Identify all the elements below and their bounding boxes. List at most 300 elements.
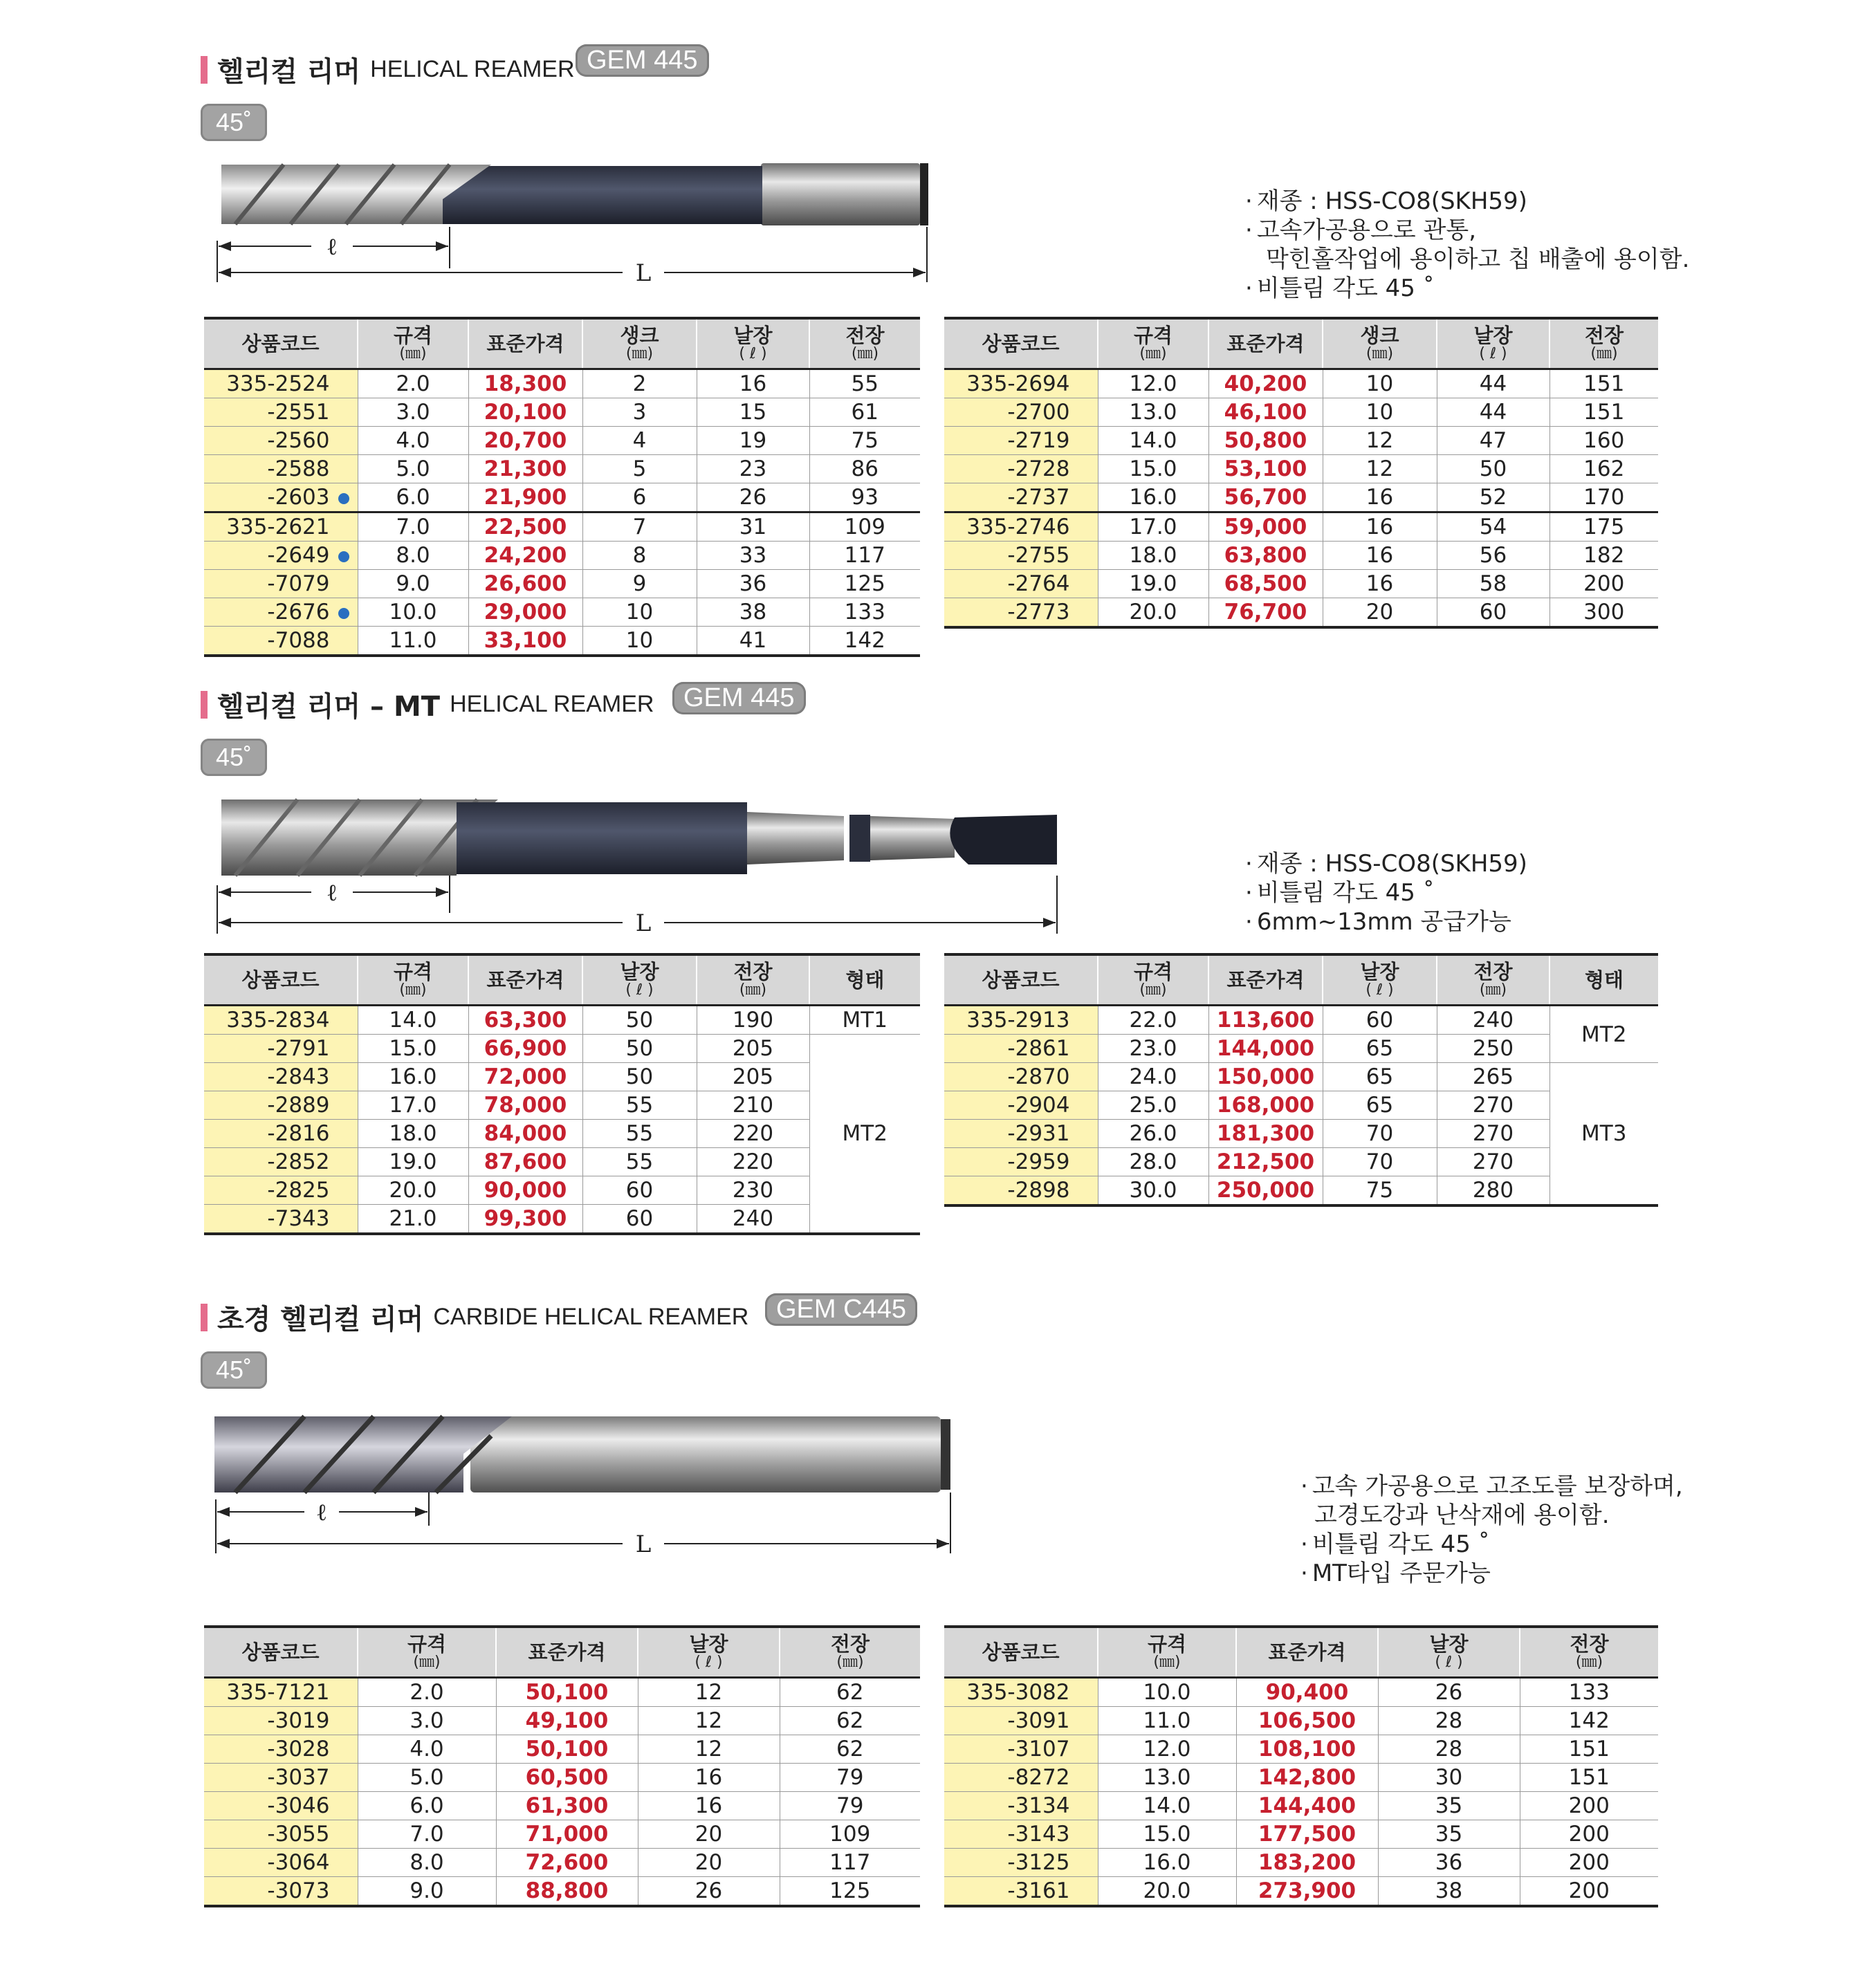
price: 40,200	[1224, 371, 1307, 396]
cell-value: 93	[851, 485, 879, 510]
cell-value: 26	[739, 485, 767, 510]
product-code: 335-2694	[966, 371, 1070, 396]
price: 49,100	[525, 1708, 609, 1733]
value-cell	[809, 483, 920, 512]
cell-value: 5	[632, 456, 647, 481]
cell-value: 13.0	[1143, 1765, 1191, 1790]
value-cell	[582, 398, 697, 427]
value-cell	[809, 542, 920, 570]
value-cell	[1437, 398, 1549, 427]
cell-value: 13.0	[1129, 400, 1177, 425]
note: · 재종 : HSS-CO8(SKH59)	[1245, 850, 1527, 878]
value-cell	[638, 1707, 780, 1735]
price-cell	[496, 1735, 638, 1764]
value-cell	[1098, 1792, 1236, 1820]
price-cell	[468, 483, 582, 512]
cell-value: 182	[1583, 543, 1625, 568]
col-header-code: 상품코드	[204, 954, 358, 1006]
price-cell	[1208, 1091, 1323, 1120]
value-cell	[1098, 427, 1208, 455]
table-row	[944, 1764, 1658, 1792]
price: 72,600	[525, 1850, 609, 1875]
price: 20,100	[484, 400, 567, 425]
cell-value: 2.0	[396, 371, 430, 396]
product-code-cell	[204, 1877, 358, 1907]
product-code-cell	[944, 427, 1098, 455]
product-code-cell	[204, 427, 358, 455]
note: · 고속 가공용으로 고조도를 보장하며,	[1300, 1472, 1683, 1500]
value-cell	[358, 1035, 468, 1063]
table-row	[204, 1006, 920, 1035]
value-cell	[358, 369, 468, 398]
section2-code-badge: GEM 445	[672, 682, 806, 714]
table-row	[944, 598, 1658, 628]
cell-value: 2.0	[410, 1680, 444, 1705]
product-code: -2551	[267, 400, 330, 425]
price-cell	[468, 598, 582, 627]
product-code: -2898	[1007, 1178, 1070, 1203]
cell-value: 16	[1365, 485, 1394, 510]
product-code-cell	[944, 1764, 1098, 1792]
value-cell	[358, 1792, 496, 1820]
product-code-cell	[204, 512, 358, 542]
cell-value: 14.0	[1129, 428, 1177, 453]
cell-value: 12	[1365, 456, 1394, 481]
col-header-price: 표준가격	[1236, 1627, 1378, 1678]
value-cell	[1520, 1707, 1658, 1735]
price: 88,800	[525, 1878, 609, 1903]
cell-value: 35	[1435, 1793, 1463, 1818]
value-cell	[1098, 512, 1208, 542]
price-cell	[1208, 1063, 1323, 1091]
price-cell	[1236, 1792, 1378, 1820]
value-cell	[1098, 1678, 1236, 1707]
type-cell: MT3	[1549, 1063, 1658, 1206]
value-cell	[358, 1148, 468, 1176]
value-cell	[1378, 1678, 1520, 1707]
cell-value: 5.0	[410, 1765, 444, 1790]
price: 181,300	[1216, 1121, 1315, 1146]
table-row	[204, 483, 920, 512]
product-code-cell	[204, 570, 358, 598]
cell-value: 26.0	[1129, 1121, 1177, 1146]
value-cell	[1098, 455, 1208, 483]
cell-value: 61	[851, 400, 879, 425]
section3-angle-badge: 45˚	[201, 1351, 267, 1389]
cell-value: 270	[1472, 1149, 1514, 1174]
cell-value: 3.0	[410, 1708, 444, 1733]
cell-value: 109	[829, 1822, 871, 1847]
cell-value: 12	[695, 1680, 723, 1705]
col-header-spec: 규격 (㎜)	[358, 318, 468, 369]
price-cell	[1208, 369, 1323, 398]
table-row	[204, 1792, 920, 1820]
cell-value: 240	[732, 1206, 774, 1231]
price-cell	[1208, 398, 1323, 427]
section1-angle-badge: 45˚	[201, 104, 267, 141]
table-row	[204, 398, 920, 427]
price-cell	[1208, 598, 1323, 628]
product-code: -2931	[1007, 1121, 1070, 1146]
cell-value: 142	[844, 628, 885, 653]
product-code-cell	[944, 483, 1098, 512]
table-row	[204, 455, 920, 483]
cell-value: 50	[625, 1008, 654, 1033]
table-row	[944, 542, 1658, 570]
product-code-cell	[204, 542, 358, 570]
cell-value: 133	[1568, 1680, 1610, 1705]
cell-value: 41	[739, 628, 767, 653]
value-cell	[1437, 542, 1549, 570]
cell-value: 12.0	[1129, 371, 1177, 396]
product-code: -3134	[1007, 1793, 1070, 1818]
cell-value: 220	[732, 1121, 774, 1146]
value-cell	[1098, 1764, 1236, 1792]
table-row	[204, 1678, 920, 1707]
table-row	[204, 1764, 920, 1792]
value-cell	[1323, 483, 1437, 512]
price-cell	[496, 1820, 638, 1849]
col-header-price: 표준가격	[1208, 318, 1323, 369]
section3-table-right	[944, 1625, 1658, 1907]
cell-value: 14.0	[389, 1008, 437, 1033]
value-cell	[358, 1820, 496, 1849]
value-cell	[697, 1063, 809, 1091]
note: · 6mm~13mm 공급가능	[1245, 908, 1511, 936]
cell-value: 15.0	[1143, 1822, 1191, 1847]
value-cell	[358, 1849, 496, 1877]
cell-value: 5.0	[396, 456, 430, 481]
cell-value: 65	[1365, 1036, 1394, 1061]
value-cell	[1437, 598, 1549, 628]
cell-value: 133	[844, 600, 885, 625]
product-code-cell	[204, 455, 358, 483]
cell-value: 9.0	[410, 1878, 444, 1903]
product-code-cell	[944, 512, 1098, 542]
value-cell	[582, 1205, 697, 1235]
product-code: -3125	[1007, 1850, 1070, 1875]
price-cell	[1208, 427, 1323, 455]
cell-value: 26	[695, 1878, 723, 1903]
product-code: -3055	[267, 1822, 330, 1847]
cell-value: 16	[695, 1765, 723, 1790]
cell-value: 230	[732, 1178, 774, 1203]
value-cell	[697, 1148, 809, 1176]
product-code-cell	[204, 1792, 358, 1820]
cell-value: 50	[625, 1036, 654, 1061]
table-row	[204, 627, 920, 656]
value-cell	[358, 1735, 496, 1764]
price: 183,200	[1258, 1850, 1357, 1875]
value-cell	[358, 427, 468, 455]
value-cell	[1437, 1035, 1549, 1063]
value-cell	[809, 398, 920, 427]
price-cell	[468, 1091, 582, 1120]
value-cell	[638, 1678, 780, 1707]
value-cell	[1520, 1735, 1658, 1764]
table-row	[204, 1735, 920, 1764]
price: 33,100	[484, 628, 567, 653]
cell-value: 20	[695, 1850, 723, 1875]
col-header-price: 표준가격	[468, 318, 582, 369]
cell-value: 79	[836, 1793, 864, 1818]
value-cell	[1098, 1877, 1236, 1907]
product-code-cell	[944, 455, 1098, 483]
cell-value: 47	[1479, 428, 1507, 453]
shank	[761, 163, 920, 225]
product-code: -2861	[1007, 1036, 1070, 1061]
product-code: -2737	[1007, 485, 1070, 510]
dim-long-label: L	[635, 259, 652, 287]
value-cell	[358, 1176, 468, 1205]
section2-table-right	[944, 953, 1658, 1207]
product-code: -2852	[267, 1149, 330, 1174]
table-row	[944, 398, 1658, 427]
col-header-spec: 규격 (㎜)	[358, 1627, 496, 1678]
value-cell	[697, 398, 809, 427]
value-cell	[780, 1707, 920, 1735]
cell-value: 21.0	[389, 1206, 437, 1231]
cell-value: 10.0	[389, 600, 437, 625]
price-cell	[468, 398, 582, 427]
product-code: 335-2834	[226, 1008, 330, 1033]
table-row	[204, 1849, 920, 1877]
cell-value: 162	[1583, 456, 1625, 481]
value-cell	[1520, 1820, 1658, 1849]
table-row	[204, 1707, 920, 1735]
col-header-code: 상품코드	[204, 318, 358, 369]
col-header-spec: 규격 (㎜)	[1098, 1627, 1236, 1678]
table-row	[204, 542, 920, 570]
value-cell	[809, 427, 920, 455]
cell-value: 50	[1479, 456, 1507, 481]
cell-value: 55	[851, 371, 879, 396]
price: 50,100	[525, 1737, 609, 1762]
table-row	[944, 570, 1658, 598]
table-row	[944, 1877, 1658, 1907]
stock-dot-icon	[338, 608, 349, 619]
cell-value: 12.0	[1143, 1737, 1191, 1762]
cell-value: 30.0	[1129, 1178, 1177, 1203]
cell-value: 300	[1583, 600, 1625, 625]
value-cell	[809, 455, 920, 483]
value-cell	[1437, 369, 1549, 398]
value-cell	[1437, 1148, 1549, 1176]
cell-value: 200	[1568, 1878, 1610, 1903]
value-cell	[780, 1678, 920, 1707]
value-cell	[358, 1205, 468, 1235]
price-cell	[496, 1678, 638, 1707]
price: 168,000	[1216, 1093, 1315, 1118]
value-cell	[1549, 483, 1658, 512]
cell-value: 17.0	[1129, 515, 1177, 539]
dim-short-label: ℓ	[326, 879, 338, 907]
cell-value: 23.0	[1129, 1036, 1177, 1061]
cell-value: 28	[1435, 1708, 1463, 1733]
cell-value: 17.0	[389, 1093, 437, 1118]
value-cell	[1323, 512, 1437, 542]
price: 84,000	[484, 1121, 567, 1146]
cell-value: 16	[695, 1793, 723, 1818]
value-cell	[358, 398, 468, 427]
value-cell	[358, 1120, 468, 1148]
value-cell	[1098, 1006, 1208, 1035]
value-cell	[697, 542, 809, 570]
cell-value: 7.0	[396, 515, 430, 539]
cell-value: 18.0	[1129, 543, 1177, 568]
cell-value: 60	[625, 1178, 654, 1203]
cell-value: 52	[1479, 485, 1507, 510]
cell-value: 6.0	[410, 1793, 444, 1818]
value-cell	[1549, 542, 1658, 570]
cell-value: 151	[1568, 1737, 1610, 1762]
cell-value: 23	[739, 456, 767, 481]
table-row	[944, 512, 1658, 542]
value-cell	[1098, 570, 1208, 598]
product-code: -2728	[1007, 456, 1070, 481]
cell-value: 36	[739, 571, 767, 596]
product-code-cell	[944, 1877, 1098, 1907]
section2-notes	[1245, 849, 1527, 936]
value-cell	[1549, 598, 1658, 628]
value-cell	[358, 598, 468, 627]
section3-title-ko: 초경 헬리컬 리머	[217, 1304, 424, 1335]
cell-value: 280	[1472, 1178, 1514, 1203]
value-cell	[1098, 1148, 1208, 1176]
cell-value: 18.0	[389, 1121, 437, 1146]
product-code: -2700	[1007, 400, 1070, 425]
product-code: -3073	[267, 1878, 330, 1903]
value-cell	[1437, 1063, 1549, 1091]
price-cell	[468, 1006, 582, 1035]
cell-value: 65	[1365, 1093, 1394, 1118]
value-cell	[697, 1176, 809, 1205]
product-code-cell	[204, 1176, 358, 1205]
section1-notes	[1245, 187, 1689, 303]
value-cell	[697, 1091, 809, 1120]
value-cell	[1549, 369, 1658, 398]
table-row	[944, 1678, 1658, 1707]
product-code-cell	[944, 1678, 1098, 1707]
price-cell	[468, 1205, 582, 1235]
title-accent-bar	[201, 56, 208, 84]
stock-dot-icon	[338, 551, 349, 562]
col-header-code: 상품코드	[944, 318, 1098, 369]
col-header-spec: 규격 (㎜)	[1098, 954, 1208, 1006]
product-code-cell	[944, 1820, 1098, 1849]
section3-tool-image	[208, 1408, 1079, 1560]
price: 142,800	[1258, 1765, 1357, 1790]
value-cell	[582, 512, 697, 542]
product-code: -7088	[267, 628, 330, 653]
product-code-cell	[204, 1035, 358, 1063]
price-cell	[1236, 1764, 1378, 1792]
cell-value: 151	[1583, 371, 1625, 396]
product-code-cell	[944, 369, 1098, 398]
value-cell	[1378, 1849, 1520, 1877]
col-header-flute: 날장 ( ℓ )	[638, 1627, 780, 1678]
cell-value: 7.0	[410, 1822, 444, 1847]
dim-long-label: L	[635, 909, 652, 937]
value-cell	[582, 627, 697, 656]
note: · MT타입 주문가능	[1300, 1560, 1491, 1587]
product-code: -3064	[267, 1850, 330, 1875]
section2-title-en: HELICAL REAMER	[450, 691, 654, 717]
value-cell	[1323, 455, 1437, 483]
product-code: -2764	[1007, 571, 1070, 596]
col-header-price: 표준가격	[496, 1627, 638, 1678]
price-cell	[468, 427, 582, 455]
cell-value: 10	[625, 600, 654, 625]
product-code: -2889	[267, 1093, 330, 1118]
product-code: -3037	[267, 1765, 330, 1790]
cell-value: 54	[1479, 515, 1507, 539]
cell-value: 190	[732, 1008, 774, 1033]
cell-value: 270	[1472, 1093, 1514, 1118]
cell-value: 55	[625, 1093, 654, 1118]
price: 68,500	[1224, 571, 1307, 596]
col-header-flute: 날장 ( ℓ )	[697, 318, 809, 369]
value-cell	[780, 1849, 920, 1877]
price: 90,000	[484, 1178, 567, 1203]
value-cell	[697, 512, 809, 542]
value-cell	[1549, 570, 1658, 598]
product-code: -2676	[267, 600, 330, 625]
product-code: -7079	[267, 571, 330, 596]
value-cell	[1098, 598, 1208, 628]
value-cell	[1323, 427, 1437, 455]
value-cell	[358, 1707, 496, 1735]
cell-value: 28.0	[1129, 1149, 1177, 1174]
product-code-cell	[204, 1707, 358, 1735]
price: 46,100	[1224, 400, 1307, 425]
value-cell	[1323, 1091, 1437, 1120]
value-cell	[780, 1735, 920, 1764]
cell-value: 11.0	[389, 628, 437, 653]
cell-value: 15	[739, 400, 767, 425]
dim-short-label: ℓ	[315, 1499, 328, 1526]
value-cell	[1520, 1764, 1658, 1792]
product-code-cell	[944, 1063, 1098, 1091]
price: 22,500	[484, 515, 567, 539]
value-cell	[1378, 1707, 1520, 1735]
cell-value: 28	[1435, 1737, 1463, 1762]
price-cell	[1208, 1006, 1323, 1035]
value-cell	[1520, 1877, 1658, 1907]
value-cell	[358, 1877, 496, 1907]
table-row	[944, 455, 1658, 483]
cell-value: 12	[1365, 428, 1394, 453]
product-code-cell	[204, 1820, 358, 1849]
value-cell	[697, 1006, 809, 1035]
product-code: -2755	[1007, 543, 1070, 568]
value-cell	[358, 1678, 496, 1707]
product-code: -2560	[267, 428, 330, 453]
cell-value: 56	[1479, 543, 1507, 568]
section1-table-left	[204, 317, 920, 657]
value-cell	[1437, 427, 1549, 455]
value-cell	[1323, 1006, 1437, 1035]
cell-value: 36	[1435, 1850, 1463, 1875]
table-row	[204, 598, 920, 627]
price: 144,000	[1216, 1036, 1315, 1061]
value-cell	[358, 542, 468, 570]
cell-value: 79	[836, 1765, 864, 1790]
product-code-cell	[944, 1035, 1098, 1063]
product-code-cell	[944, 598, 1098, 628]
col-header-code: 상품코드	[204, 1627, 358, 1678]
section3-title	[201, 1297, 748, 1337]
